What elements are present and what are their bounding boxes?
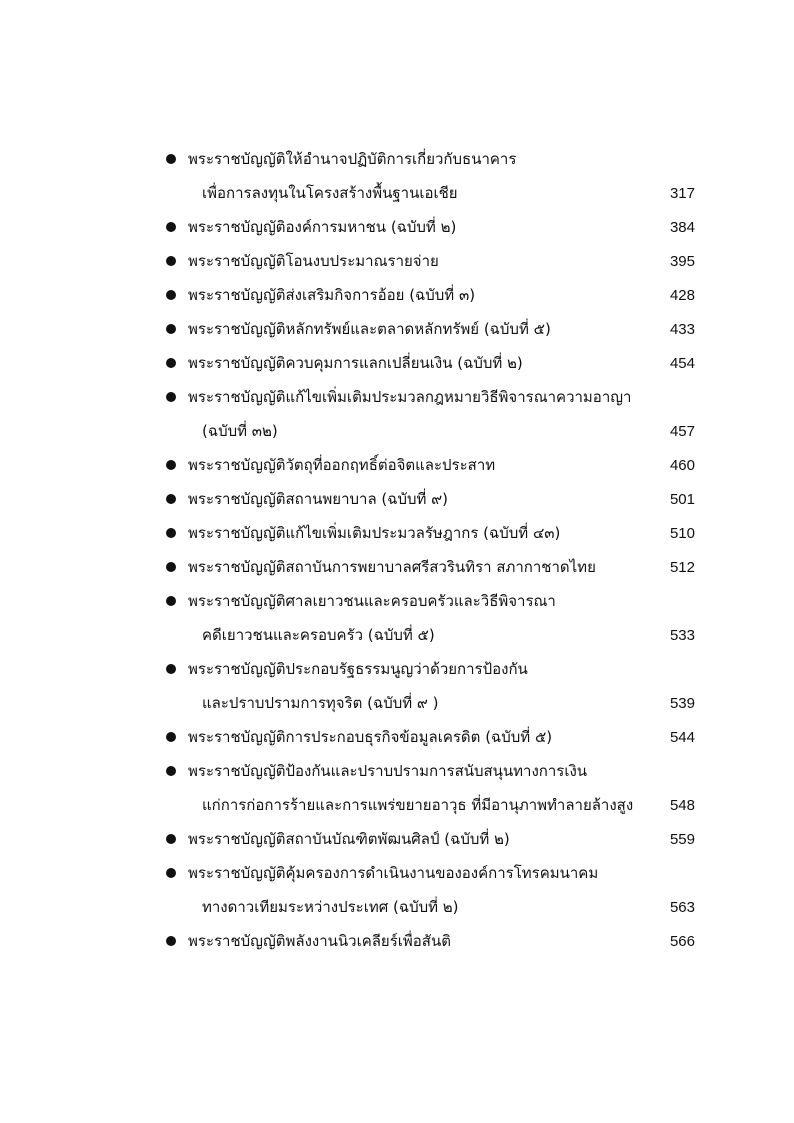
toc-page-number: 428 bbox=[669, 286, 695, 304]
toc-entry-title: พระราชบัญญัติแก้ไขเพิ่มเติมประมวลกฎหมายวิธีพิจารณาความอาญา bbox=[188, 388, 632, 406]
toc-entry-title: พระราชบัญญัติสถานพยาบาล (ฉบับที่ ๙) bbox=[188, 490, 449, 508]
toc-entry-line bbox=[188, 618, 695, 652]
toc-entry[interactable] bbox=[160, 312, 695, 346]
toc-entry[interactable] bbox=[160, 822, 695, 856]
toc-entry[interactable] bbox=[160, 346, 695, 380]
bullet-icon bbox=[166, 460, 176, 470]
toc-entry-line bbox=[188, 380, 695, 414]
toc-page-number: 454 bbox=[669, 354, 695, 372]
toc-entry-line bbox=[188, 414, 695, 448]
toc-entry[interactable] bbox=[160, 550, 695, 584]
toc-page-number: 384 bbox=[669, 218, 695, 236]
toc-entry-line bbox=[188, 924, 695, 958]
toc-entry-line bbox=[188, 482, 695, 516]
bullet-icon bbox=[166, 868, 176, 878]
toc-entry-title: พระราชบัญญัติป้องกันและปราบปรามการสนับสนุนทางการเงิน bbox=[188, 762, 588, 780]
toc-page-number: 317 bbox=[669, 184, 695, 202]
toc-entry-title: พระราชบัญญัติการประกอบธุรกิจข้อมูลเครดิต (ฉบับที่ ๕) bbox=[188, 728, 553, 746]
bullet-icon bbox=[166, 528, 176, 538]
toc-page-number: 457 bbox=[669, 422, 695, 440]
bullet-icon bbox=[166, 256, 176, 266]
toc-entry-line bbox=[188, 550, 695, 584]
toc-entry-title: เพื่อการลงทุนในโครงสร้างพื้นฐานเอเชีย bbox=[202, 184, 458, 202]
toc-entry[interactable] bbox=[160, 210, 695, 244]
toc-entry[interactable] bbox=[160, 516, 695, 550]
bullet-icon bbox=[166, 222, 176, 232]
toc-entry-line bbox=[188, 822, 695, 856]
toc-page-number: 544 bbox=[669, 728, 695, 746]
toc-entry[interactable] bbox=[160, 482, 695, 516]
toc-entry-line bbox=[188, 516, 695, 550]
toc-entry-title: พระราชบัญญัติหลักทรัพย์และตลาดหลักทรัพย์ (ฉบับที่ ๕) bbox=[188, 320, 551, 338]
toc-page-number: 510 bbox=[669, 524, 695, 542]
toc-page-number: 395 bbox=[669, 252, 695, 270]
bullet-icon bbox=[166, 664, 176, 674]
bullet-icon bbox=[166, 766, 176, 776]
toc-entry[interactable] bbox=[160, 448, 695, 482]
toc-page-number: 460 bbox=[669, 456, 695, 474]
toc-entry-line bbox=[188, 584, 695, 618]
toc-entry-title: พระราชบัญญัติโอนงบประมาณรายจ่าย bbox=[188, 252, 439, 270]
toc-entry-line bbox=[188, 176, 695, 210]
toc-entry[interactable] bbox=[160, 584, 695, 652]
toc-page-number: 563 bbox=[669, 898, 695, 916]
toc-entry-line bbox=[188, 346, 695, 380]
toc-entry-line bbox=[188, 448, 695, 482]
bullet-icon bbox=[166, 936, 176, 946]
toc-entry-line bbox=[188, 278, 695, 312]
toc-entry-line bbox=[188, 142, 695, 176]
toc-page-number: 433 bbox=[669, 320, 695, 338]
toc-entry[interactable] bbox=[160, 652, 695, 720]
toc-entry-line bbox=[188, 788, 695, 822]
toc-entry-line bbox=[188, 652, 695, 686]
toc-entry-title: พระราชบัญญัติองค์การมหาชน (ฉบับที่ ๒) bbox=[188, 218, 457, 236]
toc-page-number: 501 bbox=[669, 490, 695, 508]
toc-entry-line bbox=[188, 754, 695, 788]
toc-entry-title: พระราชบัญญัติวัตถุที่ออกฤทธิ์ต่อจิตและประสาท bbox=[188, 456, 496, 474]
toc-entry[interactable] bbox=[160, 244, 695, 278]
toc-entry[interactable] bbox=[160, 278, 695, 312]
toc-entry-title: คดีเยาวชนและครอบครัว (ฉบับที่ ๕) bbox=[202, 626, 435, 644]
bullet-icon bbox=[166, 154, 176, 164]
toc-entry-title: พระราชบัญญัติให้อำนาจปฏิบัติการเกี่ยวกับธนาคาร bbox=[188, 150, 517, 168]
toc-entry-line bbox=[188, 244, 695, 278]
toc-entry[interactable] bbox=[160, 856, 695, 924]
toc-entry-line bbox=[188, 210, 695, 244]
toc-entry-line bbox=[188, 686, 695, 720]
toc-entry-title: พระราชบัญญัติประกอบรัฐธรรมนูญว่าด้วยการป้องกัน bbox=[188, 660, 528, 678]
toc-entry-title: (ฉบับที่ ๓๒) bbox=[202, 422, 278, 440]
bullet-icon bbox=[166, 324, 176, 334]
toc-entry-title: พระราชบัญญัติสถาบันการพยาบาลศรีสวรินทิรา สภากาชาดไทย bbox=[188, 558, 596, 576]
toc-entry-title: พระราชบัญญัติส่งเสริมกิจการอ้อย (ฉบับที่ ๓) bbox=[188, 286, 476, 304]
toc-entry-title: แก่การก่อการร้ายและการแพร่ขยายอาวุธ ที่มีอานุภาพทำลายล้างสูง bbox=[202, 796, 634, 814]
toc-entry-line bbox=[188, 856, 695, 890]
toc-page-number: 533 bbox=[669, 626, 695, 644]
bullet-icon bbox=[166, 562, 176, 572]
toc-entry-title: พระราชบัญญัติควบคุมการแลกเปลี่ยนเงิน (ฉบับที่ ๒) bbox=[188, 354, 523, 372]
toc-entry-title: พระราชบัญญัติศาลเยาวชนและครอบครัวและวิธีพิจารณา bbox=[188, 592, 556, 610]
toc-entry-title: พระราชบัญญัติแก้ไขเพิ่มเติมประมวลรัษฎากร (ฉบับที่ ๔๓) bbox=[188, 524, 561, 542]
toc-entry[interactable] bbox=[160, 142, 695, 210]
toc-page-number: 566 bbox=[669, 932, 695, 950]
toc-entry-title: พระราชบัญญัติสถาบันบัณฑิตพัฒนศิลป์ (ฉบับที่ ๒) bbox=[188, 830, 510, 848]
toc-entry-title: พระราชบัญญัติคุ้มครองการดำเนินงานขององค์การโทรคมนาคม bbox=[188, 864, 599, 882]
bullet-icon bbox=[166, 358, 176, 368]
bullet-icon bbox=[166, 494, 176, 504]
toc-page-number: 512 bbox=[669, 558, 695, 576]
bullet-icon bbox=[166, 596, 176, 606]
toc-page-number: 539 bbox=[669, 694, 695, 712]
toc-entry-title: และปราบปรามการทุจริต (ฉบับที่ ๙ ) bbox=[202, 694, 439, 712]
toc-page-number: 559 bbox=[669, 830, 695, 848]
toc-entry-line bbox=[188, 312, 695, 346]
toc-entry-line bbox=[188, 720, 695, 754]
bullet-icon bbox=[166, 732, 176, 742]
toc-entry-title: พระราชบัญญัติพลังงานนิวเคลียร์เพื่อสันติ bbox=[188, 932, 451, 950]
bullet-icon bbox=[166, 392, 176, 402]
toc-entry[interactable] bbox=[160, 754, 695, 822]
bullet-icon bbox=[166, 834, 176, 844]
toc-entry-title: ทางดาวเทียมระหว่างประเทศ (ฉบับที่ ๒) bbox=[202, 898, 459, 916]
toc-entry-line bbox=[188, 890, 695, 924]
toc-entry[interactable] bbox=[160, 720, 695, 754]
toc-entry[interactable] bbox=[160, 924, 695, 958]
toc-page-number: 548 bbox=[669, 796, 695, 814]
table-of-contents bbox=[160, 142, 695, 958]
toc-entry[interactable] bbox=[160, 380, 695, 448]
bullet-icon bbox=[166, 290, 176, 300]
